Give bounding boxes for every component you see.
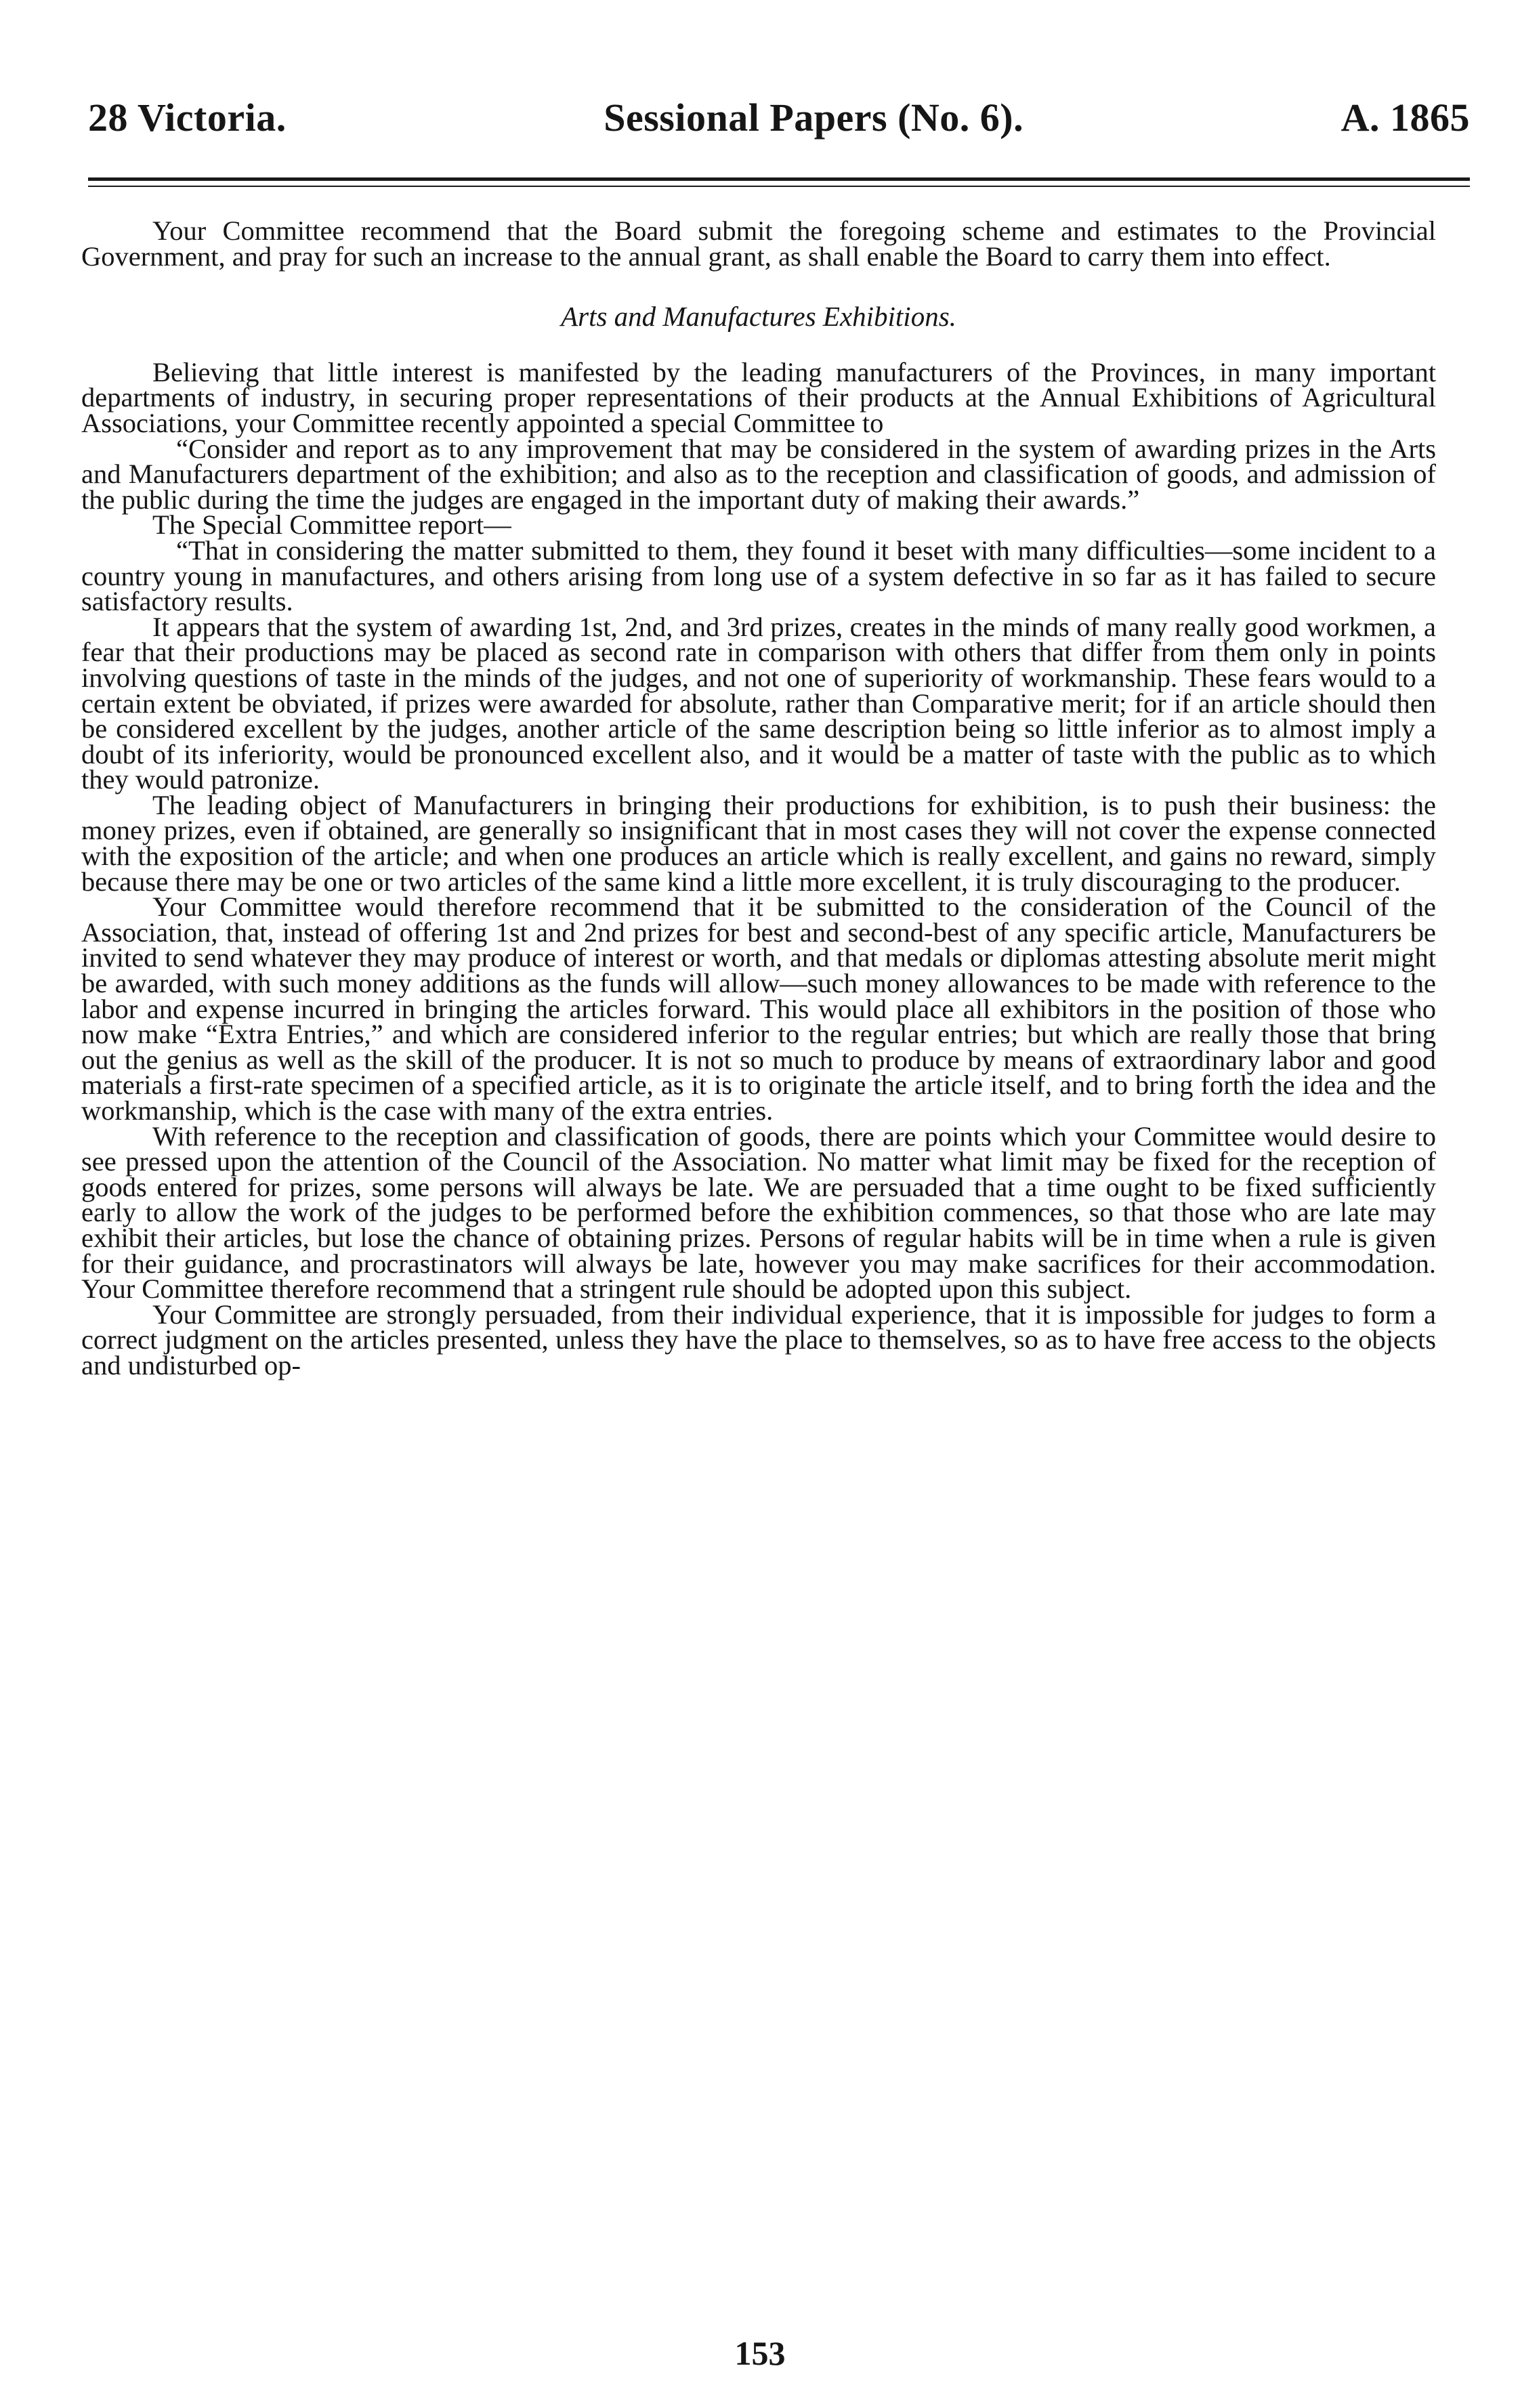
- paragraph-consider-quote: “Consider and report as to any improvement that may be considered in the system of awarding prizes in the Arts and Manufacturers department of the exhibition; and also as to the reception and classification of goods, and admission of the public during the time the judges are engaged in the important duty of making their awards.”: [81, 433, 1436, 515]
- document-body: [81, 215, 1436, 1380]
- section-title: Arts and Manufactures Exhibitions.: [561, 301, 956, 333]
- paragraph-prize-system: It appears that the system of awarding 1st, 2nd, and 3rd prizes, creates in the minds of many really good workmen, a fear that their productions may be placed as second rate in comparison with others that differ from them only in points involving questions of taste in the minds of the judges, and not one of superiority of workmanship. These fears would to a certain extent be obviated, if prizes were awarded for absolute, rather than Comparative merit; for if an article should then be considered excellent by the judges, another article of the same description being so little inferior as to almost imply a doubt of its inferiority, would be pronounced excellent also, and it would be a matter of taste with the public as to which they would patronize.: [81, 611, 1436, 795]
- intro-paragraph: Your Committee recommend that the Board submit the foregoing scheme and estimates to the Provincial Government, and pray for such an increase to the annual grant, as shall enable the Board to carry them into effect.: [81, 215, 1436, 272]
- paragraph-believing: Believing that little interest is manifested by the leading manufacturers of the Provinces, in many important departments of industry, in securing proper representations of their products at the Annual Exhibitions of Agricultural Associations, your Committee recently appointed a special Committee to: [81, 356, 1436, 438]
- paragraph-leading-object: The leading object of Manufacturers in bringing their productions for exhibition, is to push their business: the money prizes, even if obtained, are generally so insignificant that in most cases they will not cover the expense connected with the exposition of the article; and when one produces an article which is really excellent, and gains no reward, simply because there may be one or two articles of the same kind a little more excellent, it is truly discouraging to the producer.: [81, 789, 1436, 897]
- header-year: A. 1865: [1340, 96, 1470, 140]
- page-number: 153: [734, 2334, 786, 2372]
- header-session: 28 Victoria.: [88, 96, 287, 140]
- header-rule: [88, 177, 1470, 187]
- header-title: Sessional Papers (No. 6).: [604, 96, 1024, 140]
- header-rule-thin: [88, 186, 1470, 187]
- header-rule-thick: [88, 177, 1470, 181]
- paragraph-special-committee: The Special Committee report—: [152, 509, 511, 541]
- paragraph-reception: With reference to the reception and classification of goods, there are points which your Committee would desire to see pressed upon the attention of the Council of the Association. No matter what limit may be fixed for the reception of goods entered for prizes, some persons will always be late. We are persuaded that a time ought to be fixed sufficiently early to allow the work of the judges to be performed before the exhibition commences, so that those who are late may exhibit their articles, but lose the chance of obtaining prizes. Persons of regular habits will be in time when a rule is given for their guidance, and procrastinators will always be late, however you may make sacrifices for their accommodation. Your Committee therefore recommend that a stringent rule should be adopted upon this subject.: [81, 1120, 1436, 1305]
- paragraph-recommendation: Your Committee would therefore recommend that it be submitted to the consideration of the Council of the Association, that, instead of offering 1st and 2nd prizes for best and second-best of any specific article, Manufacturers be invited to send whatever they may produce of interest or worth, and that medals or diplomas attesting absolute merit might be awarded, with such money additions as the funds will allow—such money allowances to be made with reference to the labor and expense incurred in bringing the articles forward. This would place all exhibitors in the position of those who now make “Extra Entries,” and which are considered inferior to the regular entries; but which are really those that bring out the genius as well as the skill of the producer. It is not so much to produce by means of extraordinary labor and good materials a first-rate specimen of a specified article, as it is to originate the article itself, and to bring forth the idea and the workmanship, which is the case with many of the extra entries.: [81, 891, 1436, 1126]
- page-header: [88, 95, 1470, 149]
- paragraph-judges: Your Committee are strongly persuaded, from their individual experience, that it is impossible for judges to form a correct judgment on the articles presented, unless they have the place to themselves, so as to have free access to the objects and undisturbed op-: [81, 1298, 1436, 1380]
- paragraph-report-quote: “That in considering the matter submitted to them, they found it beset with many difficulties—some incident to a country young in manufactures, and others arising from long use of a system defective in so far as it has failed to secure satisfactory results.: [81, 534, 1436, 617]
